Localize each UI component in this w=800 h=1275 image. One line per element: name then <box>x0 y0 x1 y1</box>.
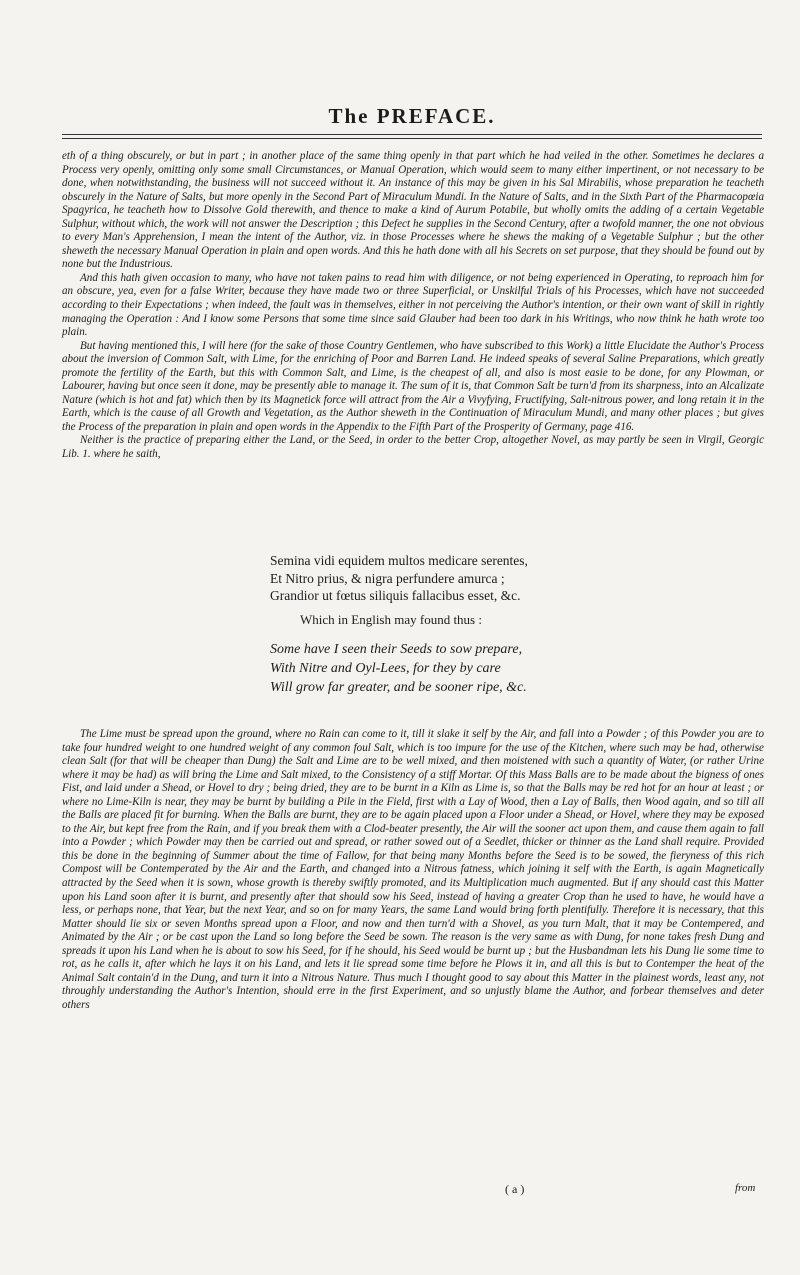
verse-line: Will grow far greater, and be sooner ripe, &c. <box>270 680 527 695</box>
paragraph: And this hath given occasion to many, who have not taken pains to read him with diligence, or not being experienced in Operating, to reproach him for an obscure, yea, even for a false Writer, because they have made two or three Superficial, or Unskilful Trials of his Processes, which have not succeeded according to their Expectations ; when indeed, the fault was in themselves, either in not perceiving the Author's intention, or their own want of skill in rightly managing the Operation : And I know some Persons that some time since said Glauber had been too dark in his Writings, who now think he hath wrote too plain. <box>62 271 764 339</box>
running-head: The PREFACE. <box>328 104 496 128</box>
header <box>62 100 762 144</box>
catchword: from <box>735 1182 756 1194</box>
body-text <box>62 150 764 462</box>
signature-mark: ( a ) <box>505 1182 525 1196</box>
header-rule-thin <box>62 138 762 139</box>
paragraph: Neither is the practice of preparing either the Land, or the Seed, in order to the better Crop, altogether Novel, as may partly be seen in Virgil, Georgic Lib. 1. where he saith, <box>62 434 764 461</box>
verse-line: Some have I seen their Seeds to sow prepare, <box>270 642 523 657</box>
verse-lead: Which in English may found thus : <box>300 612 482 627</box>
verse-line: Et Nitro prius, & nigra perfundere amurca ; <box>270 570 505 586</box>
latin-verse <box>270 552 690 605</box>
english-verse <box>270 640 710 697</box>
paragraph: The Lime must be spread upon the ground, where no Rain can come to it, till it slake it self by the Air, and fall into a Powder ; of this Powder you are to take four hundred weight to one hundred weight of any common foul Salt, which is too impure for the use of the Kitchen, where such may be had, otherwise clean Salt (for that will be cheaper than Dung) the Salt and Lime are to be well mixed, and then moistened with such a quantity of Water, (or rather Urine where it may be had) as will bring the Lime and Salt mixed, to the Consistency of a stiff Mortar. Of this Mass Balls are to be made about the bigness of ones Fist, and laid under a Shead, or Hovel to dry ; being dried, they are to be burnt in a Kiln as Lime is, so that the Balls may be red hot for an hour at least ; or where no Lime-Kiln is near, they may be burnt by building a Pile in the Field, first with a Lay of Wood, then a Lay of Balls, then Wood again, and so till all the Balls are placed fit for burning. When the Balls are burnt, they are to be again placed upon a Floor under a Shead, or Hovel, where they may be exposed to the Air, but kept free from the Rain, and if you break them with a Clod-beater presently, the Air will the sooner act upon them, and cause them again to fall into a Powder ; which Powder may then be carried out and spread, or rather sowed out of a Seedlet, thicker or thinner as the Land shall require. Provided this be done in the beginning of Summer about the time of Fallow, for that being many Months before the Seed is to be sowed, the fieryness of this rich Compost will be Contemperated by the Air and the Earth, and changed into a Nitrous fatness, which joining it self with the Earth, is again Magnetically attracted by the Seed when it is sown, whose growth is thereby swiftly promoted, and its Multiplication much augmented. But if any should cast this Matter upon his Land soon after it is burnt, and presently after that should sow his Seed, instead of having a greater Crop than he used to have, he would have a less, or perhaps none, that Year, but the next Year, and so on for many Years, the same Land would bring forth plentifully. Therefore it is necessary, that this Matter should lie six or seven Months spread upon a Floor, and now and then turn'd with a Shovel, as you turn Malt, that it may be Contempered, and Animated by the Air ; or be cast upon the Land so long before the Seed be sown. The reason is the very same as with Dung, for none takes fresh Dung and spreads it upon his Land when he is about to sow his Seed, for if he should, his Seed would be burnt up ; but the Husbandman lets his Dung lie some time to rot, as he calls it, after which he lays it on his Land, and lets it lie spread some time before he Plows it in, and all this is but to Contemper the heat of the Animal Salt contain'd in the Dung, and turn it into a Nitrous Nature. Thus much I thought good to say about this Matter in the plainest words, least any, not throughly understanding the Author's Intention, should erre in the first Experiment, and so unjustly blame the Author, and forbear themselves and deter others <box>62 728 764 1011</box>
verse-line: With Nitre and Oyl-Lees, for they by care <box>270 661 501 676</box>
verse-line: Grandior ut fœtus siliquis fallacibus esset, &c. <box>270 588 521 603</box>
header-rule <box>62 134 762 135</box>
paragraph: But having mentioned this, I will here (for the sake of those Country Gentlemen, who have subscribed to this Work) a little Elucidate the Author's Process about the inversion of Common Salt, with Lime, for the enriching of Poor and Barren Land. He indeed speaks of several Saline Preparations, which greatly promote the fertility of the Earth, but this with Common Salt, and Lime, is the cheapest of all, and also is most easie to be done, for any Plowman, or Labourer, having but once seen it done, may be presently able to manage it. The sum of it is, that Common Salt be turn'd from its sharpness, into an Alcalizate Nature (which is hot and fat) which then by its Magnetick force will attract from the Air a Vivyfying, Fructifying, Salt-nitrous power, and long retain it in the Earth, which is the cause of all Growth and Vegetation, as the Author sheweth in the Continuation of Miraculum Mundi, and many other places ; but gives the Process of the preparation in plain and open words in the Appendix to the Fifth Part of the Prosperity of Germany, page 416. <box>62 339 764 433</box>
body-text-2 <box>62 728 764 1012</box>
paragraph: eth of a thing obscurely, or but in part ; in another place of the same thing openly in that part which he had veiled in the other. Sometimes he declares a Process very openly, omitting only some small Circumstances, or Manual Operation, which would seem to many either impertinent, or not necessary to be done, when notwithstanding, the business will not succeed without it. An instance of this may be given in his Sal Mirabilis, whose preparation he teacheth obscurely in the Nature of Salts, but more openly in the Second Part of Miraculum Mundi. In the Nature of Salts, and in the Sixth Part of the Pharmacopœia Spagyrica, he teacheth how to Dissolve Gold therewith, and thence to make a kind of Aurum Potabile, but wholly omits the adding of a certain Vegetable Sulphur, without which, the work will not answer the Description ; this Defect he supplies in the Second Century, after a twofold manner, the one not obvious to every Man's Apprehension, I mean the intent of the Author, viz. in those Processes where he shews the making of a Vegetable Sulphur ; but the other sheweth the necessary Manual Operation in plain and open words. And this he hath done with all his Secrets on set purpose, that they should be found out by none but the Industrious. <box>62 150 764 271</box>
verse-line: Semina vidi equidem multos medicare serentes, <box>270 553 528 568</box>
